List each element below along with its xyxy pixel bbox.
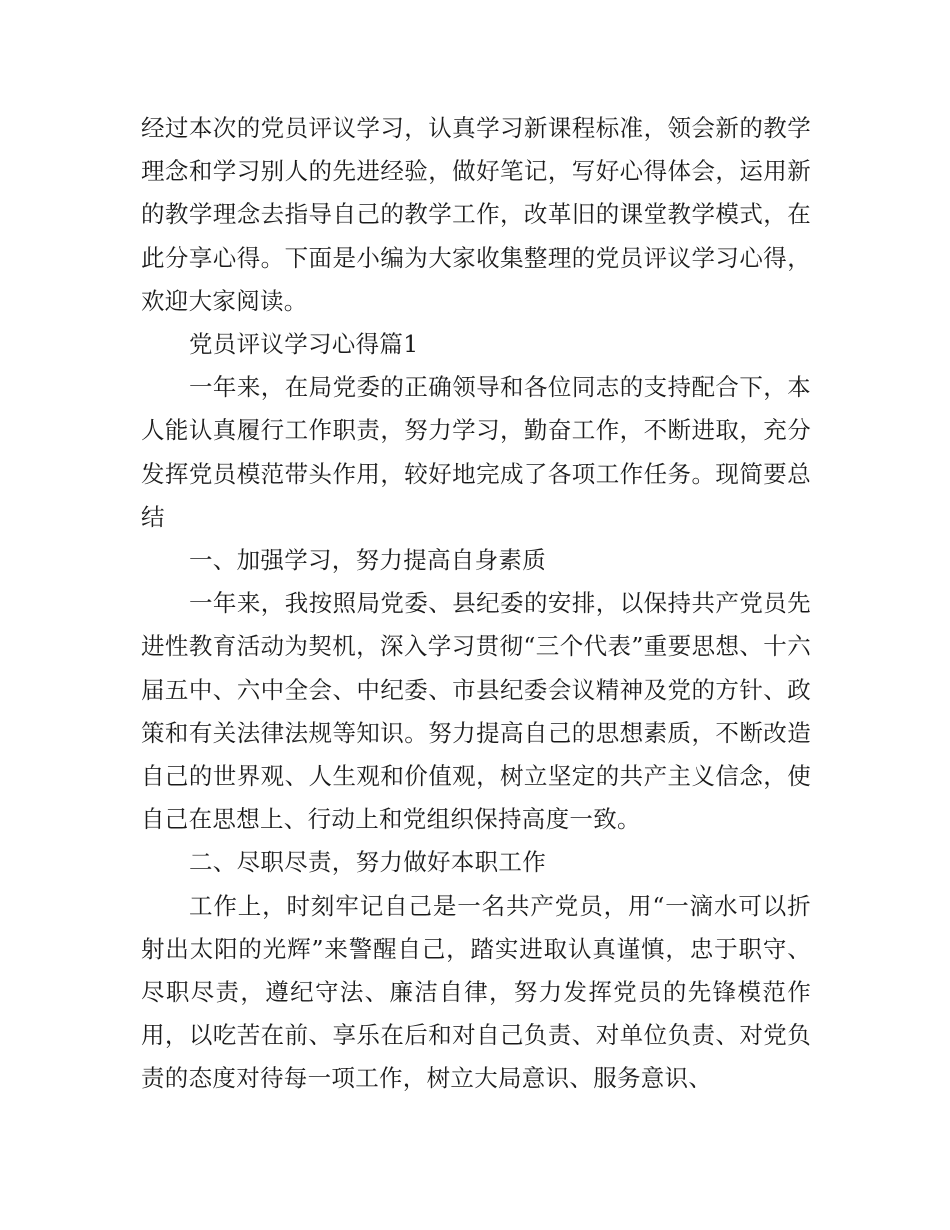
document-body [141, 107, 811, 1101]
section-heading: 一、加强学习，努力提高自身素质 [189, 546, 546, 575]
intro-paragraph: 经过本次的党员评议学习，认真学习新课程标准，领会新的教学理念和学习别人的先进经验，做好笔记，写好心得体会，运用新的教学理念去指导自己的教学工作，改革旧的课堂教学模式，在此分享心得。下面是小编为大家收集整理的党员评议学习心得，欢迎大家阅读。 [141, 114, 811, 315]
body-paragraph: 一年来，我按照局党委、县纪委的安排，以保持共产党员先进性教育活动为契机，深入学习贯彻“三个代表”重要思想、十六届五中、六中全会、中纪委、市县纪委会议精神及党的方针、政策和有关法律法规等知识。努力提高自己的思想素质，不断改造自己的世界观、人生观和价值观，树立坚定的共产主义信念，使自己在思想上、行动上和党组织保持高度一致。 [141, 589, 811, 834]
body-paragraph: 一年来，在局党委的正确领导和各位同志的支持配合下，本人能认真履行工作职责，努力学习，勤奋工作，不断进取，充分发挥党员模范带头作用，较好地完成了各项工作任务。现简要总结 [141, 373, 811, 531]
body-paragraph: 工作上，时刻牢记自己是一名共产党员，用“一滴水可以折射出太阳的光辉”来警醒自己，踏实进取认真谨慎，忠于职守、尽职尽责，遵纪守法、廉洁自律，努力发挥党员的先锋模范作用，以吃苦在前、享乐在后和对自己负责、对单位负责、对党负责的态度对待每一项工作，树立大局意识、服务意识、 [141, 891, 811, 1093]
section-heading: 二、尽职尽责，努力做好本职工作 [189, 848, 546, 877]
article-title: 党员评议学习心得篇1 [189, 330, 419, 359]
